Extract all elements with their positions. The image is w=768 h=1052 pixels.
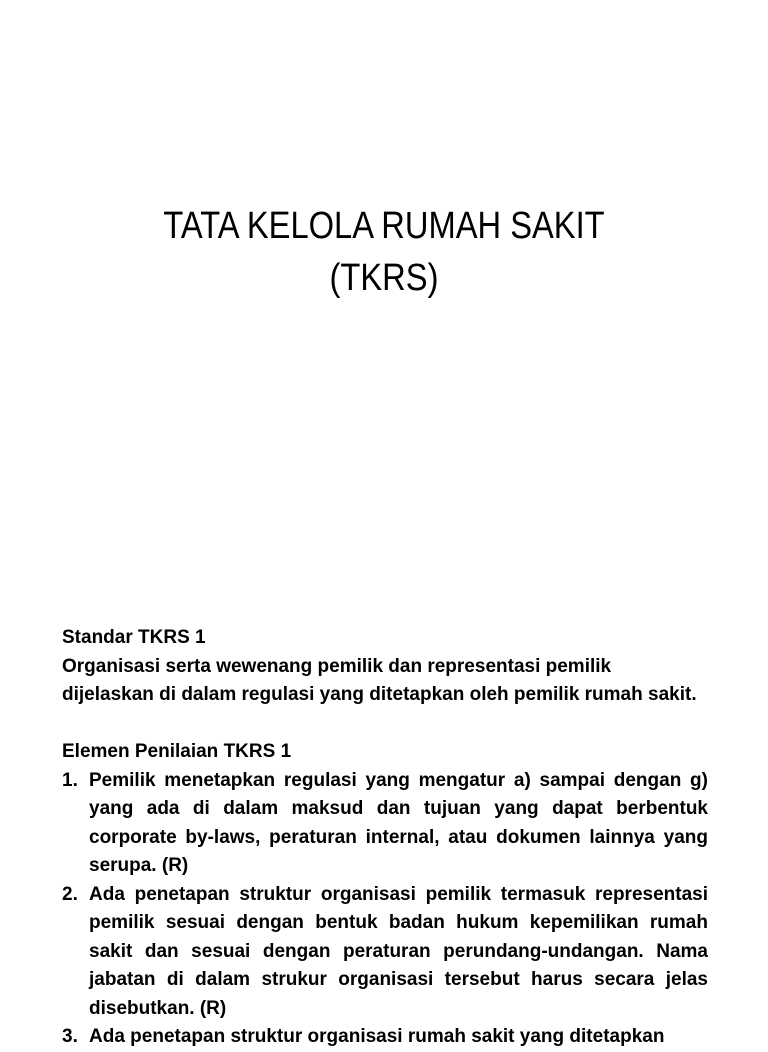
item-text: Ada penetapan struktur organisasi rumah sakit yang ditetapkan	[89, 1026, 665, 1047]
assessment-list	[62, 767, 708, 1052]
item-number: 3.	[62, 1026, 78, 1047]
list-item	[62, 1023, 708, 1052]
title-line-2: (TKRS)	[329, 257, 439, 299]
title-line-1: TATA KELOLA RUMAH SAKIT	[163, 205, 605, 247]
list-item	[62, 767, 708, 881]
item-number: 1.	[62, 769, 78, 791]
standard-text-line-2: dijelaskan di dalam regulasi yang ditetapkan oleh pemilik rumah sakit.	[62, 684, 697, 705]
standard-heading: Standar TKRS 1	[62, 627, 206, 648]
elements-heading: Elemen Penilaian TKRS 1	[62, 741, 292, 762]
item-text: Pemilik menetapkan regulasi yang mengatur a) sampai dengan g) yang ada di dalam maksud dan tujuan yang dapat berbentuk corporate by-laws, peraturan internal, atau dokumen lainnya yang serupa. (R)	[89, 769, 708, 876]
item-number: 2.	[62, 883, 78, 905]
content-body	[62, 624, 708, 1052]
list-item	[62, 881, 708, 1024]
standard-text-line-1: Organisasi serta wewenang pemilik dan representasi pemilik	[62, 655, 612, 677]
item-text: Ada penetapan struktur organisasi pemilik termasuk representasi pemilik sesuai dengan bentuk badan hukum kepemilikan rumah sakit dan sesuai dengan peraturan perundang-undangan. Nama jabatan di dalam strukur organisasi tersebut harus secara jelas disebutkan. (R)	[89, 883, 708, 1019]
slide-title	[54, 200, 714, 304]
spacer	[62, 710, 708, 739]
